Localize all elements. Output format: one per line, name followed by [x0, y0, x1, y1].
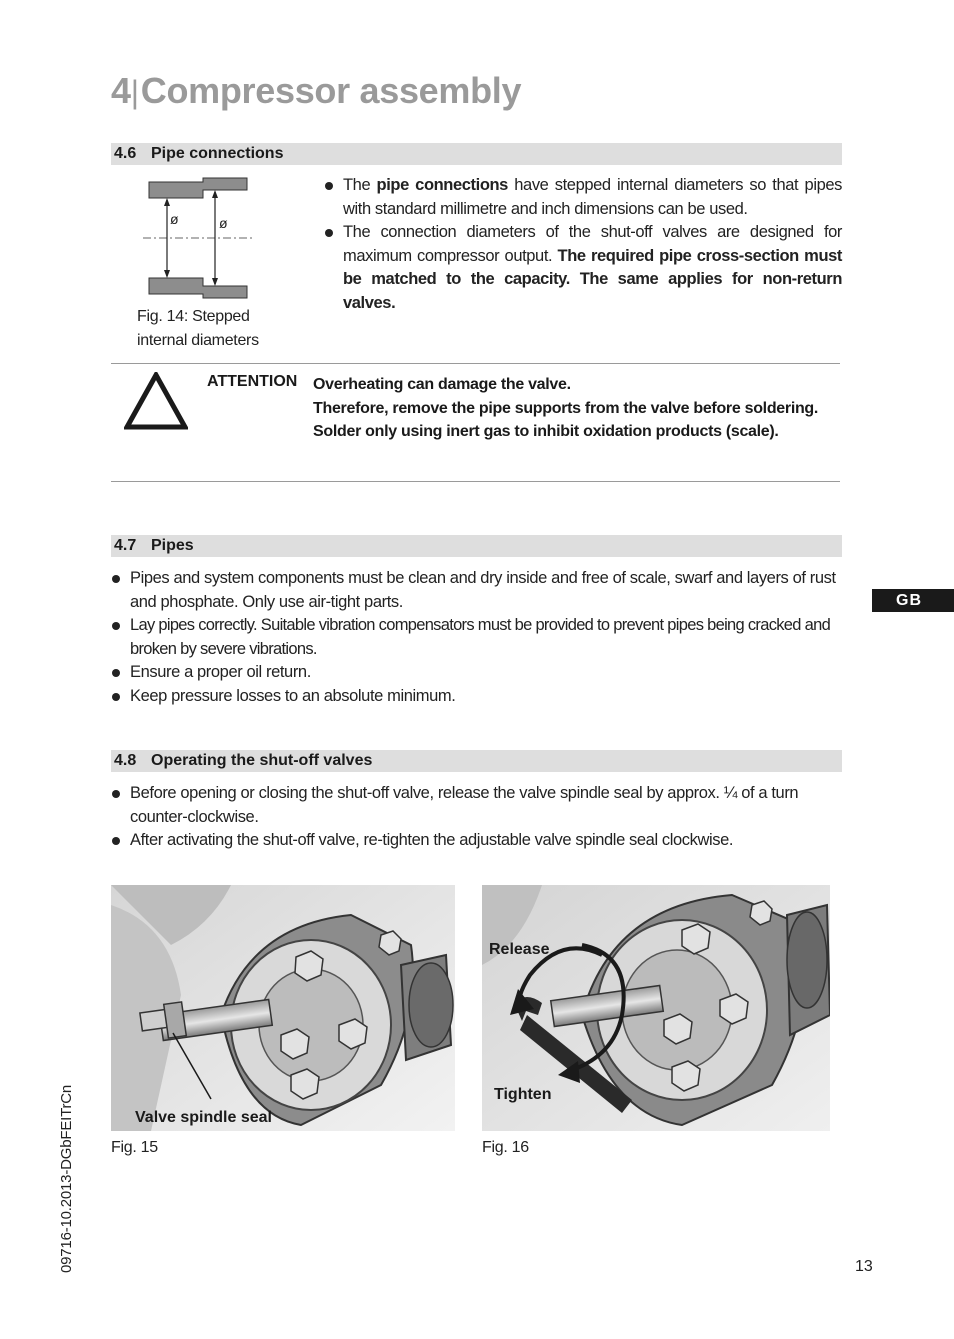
fig16-valve-image: [482, 885, 830, 1131]
list-item: Ensure a proper oil return.: [111, 661, 849, 685]
section-title: Pipes: [151, 537, 194, 554]
bullet-icon: [112, 669, 120, 677]
list-item: Pipes and system components must be clean and dry inside and free of scale, swarf and layers of rust and phosphate. Only use air-tight parts.: [111, 567, 849, 614]
pipe-connections-bullets: [324, 174, 842, 315]
language-tab: GB: [872, 589, 954, 612]
release-label: Release: [489, 941, 550, 958]
attention-text: [313, 373, 833, 444]
section-header-shutoff-valves: [111, 750, 842, 772]
attention-line3: Solder only using inert gas to inhibit oxidation products (scale).: [313, 423, 779, 440]
fig16-caption: Fig. 16: [482, 1139, 529, 1156]
diameter-label-right: ø: [219, 215, 228, 231]
bullet-icon: [325, 182, 333, 190]
section-title: Operating the shut-off valves: [151, 752, 373, 769]
list-item: Keep pressure losses to an absolute minimum.: [111, 685, 849, 709]
valve-spindle-seal-label: Valve spindle seal: [135, 1109, 272, 1126]
shutoff-bullets: [111, 782, 846, 853]
section-number: 4.8: [114, 752, 137, 769]
chapter-separator: |: [130, 74, 139, 110]
section-title: Pipe connections: [151, 145, 284, 162]
bullet-icon: [112, 622, 120, 630]
fig14-caption: [137, 305, 307, 353]
pipes-bullets: [111, 567, 849, 708]
page-number: 13: [855, 1258, 873, 1275]
bullet-icon: [112, 790, 120, 798]
diameter-label-left: ø: [170, 211, 179, 227]
attention-label: ATTENTION: [207, 373, 298, 390]
document-code: 09716-10.2013-DGbFEITrCn: [58, 1084, 75, 1273]
list-item: The connection diameters of the shut-off valves are designed for maximum compressor output. The required pipe cross-section must be matched to the capacity. The same applies for non-return valves.: [324, 221, 842, 315]
fig15-caption: Fig. 15: [111, 1139, 158, 1156]
chapter-title-text: Compressor assembly: [140, 70, 522, 111]
section-header-pipe-connections: [111, 143, 842, 165]
divider: [111, 363, 840, 364]
bullet-icon: [112, 837, 120, 845]
tighten-label: Tighten: [494, 1086, 552, 1103]
attention-line1: Overheating can damage the valve.: [313, 376, 571, 393]
bullet-icon: [112, 575, 120, 583]
list-item: Before opening or closing the shut-off valve, release the valve spindle seal by approx. ¼ of a turn counter-clockwise.: [111, 782, 846, 829]
bullet-icon: [325, 229, 333, 237]
divider: [111, 481, 840, 482]
list-item: The pipe connections have stepped internal diameters so that pipes with standard millimetre and inch dimensions can be used.: [324, 174, 842, 221]
chapter-number: 4: [111, 70, 131, 111]
fig14-caption-line1: Fig. 14: Stepped: [137, 308, 250, 325]
section-header-pipes: [111, 535, 842, 557]
section-number: 4.6: [114, 145, 137, 162]
bullet-icon: [112, 693, 120, 701]
list-item: After activating the shut-off valve, re-tighten the adjustable valve spindle seal clockwise.: [111, 829, 846, 853]
stepped-pipe-diagram: [143, 176, 255, 300]
list-item: Lay pipes correctly. Suitable vibration compensators must be provided to prevent pipes being cracked and broken by severe vibrations.: [111, 614, 849, 661]
attention-line2: Therefore, remove the pipe supports from the valve before soldering.: [313, 399, 819, 417]
section-number: 4.7: [114, 537, 137, 554]
warning-triangle-icon: [124, 372, 188, 430]
chapter-title: [111, 70, 521, 112]
fig15-valve-image: [111, 885, 455, 1131]
fig14-caption-line2: internal diameters: [137, 332, 259, 349]
